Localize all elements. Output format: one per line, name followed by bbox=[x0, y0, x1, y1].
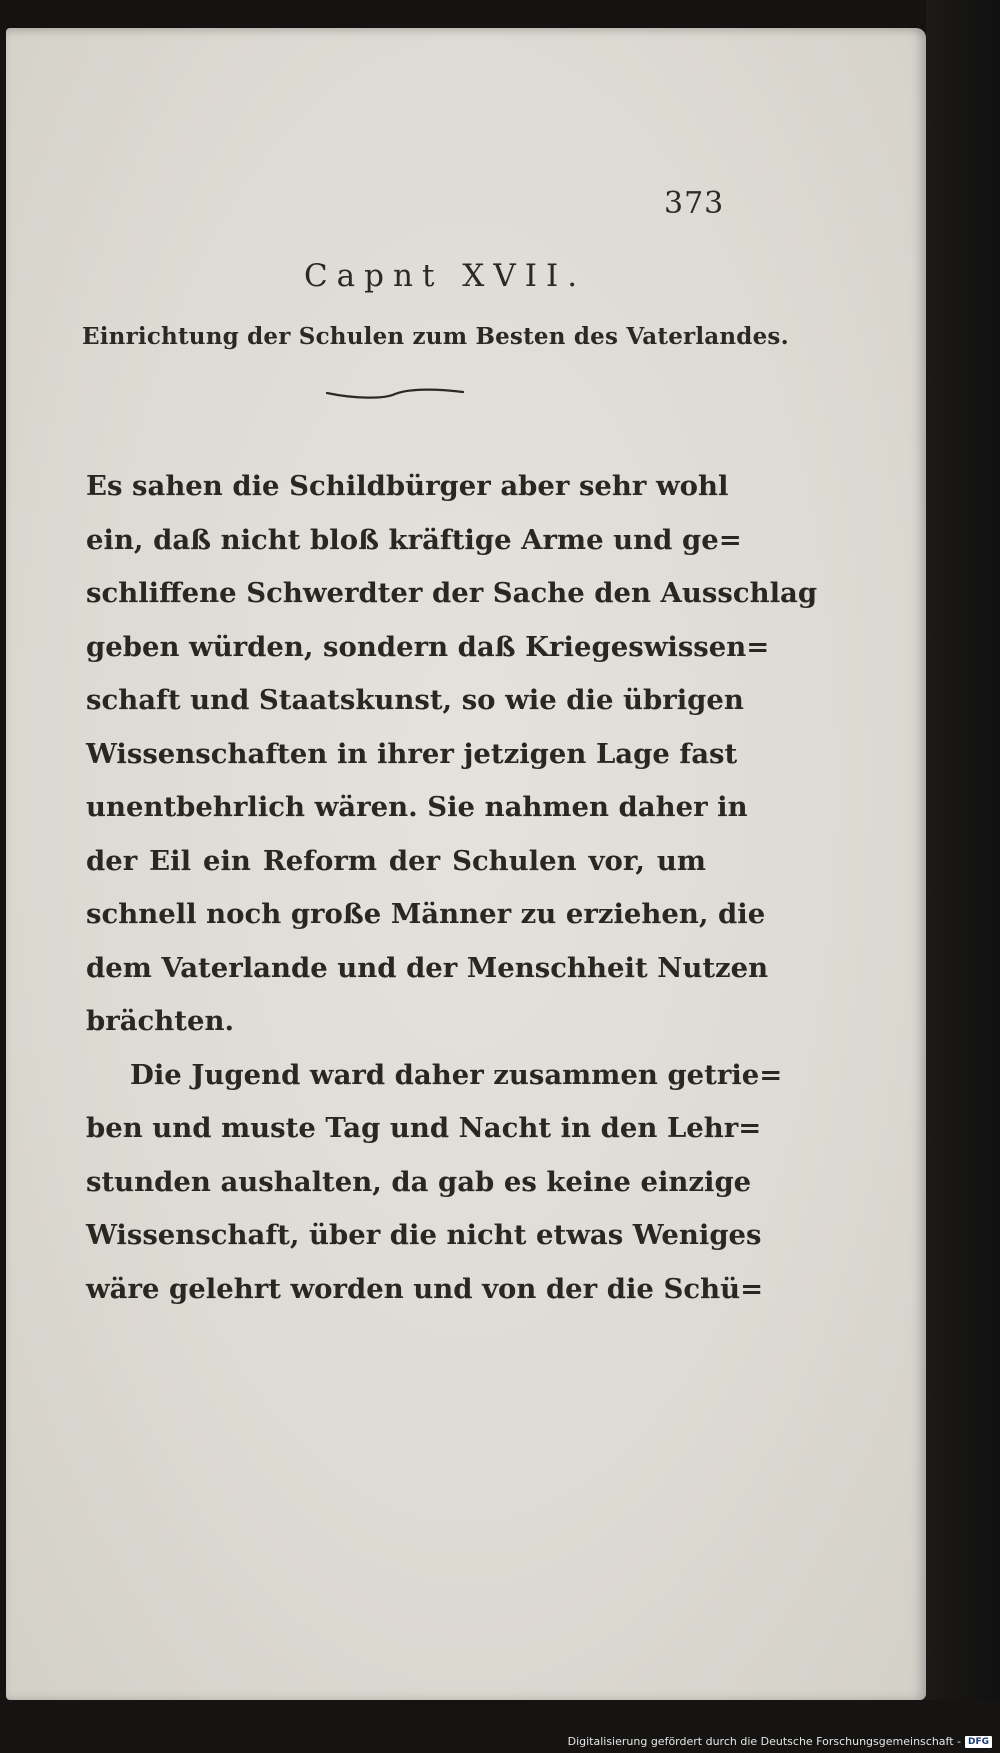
chapter-title-text: Capnt XVII. bbox=[303, 258, 587, 294]
dfg-logo-icon: DFG bbox=[965, 1736, 992, 1748]
text-line: ein, daß nicht bloß kräftige Arme und ge= bbox=[86, 523, 742, 556]
text-line: stunden aushalten, da gab es keine einzige bbox=[86, 1165, 752, 1198]
text-line: schliffene Schwerdter der Sache den Ausschlag bbox=[86, 577, 818, 609]
chapter-subtitle: Einrichtung der Schulen zum Besten des Vaterlandes. bbox=[82, 323, 789, 350]
text-line: ben und muste Tag und Nacht in den Lehr= bbox=[86, 1112, 762, 1144]
book-spine-shadow bbox=[926, 0, 1000, 1753]
footer-credit-text: Digitalisierung gefördert durch die Deutsche Forschungsgemeinschaft - bbox=[567, 1735, 961, 1748]
text-line: der Eil ein Reform der Schulen vor, um bbox=[86, 844, 706, 877]
text-line: Die Jugend ward daher zusammen getrie= bbox=[130, 1058, 783, 1091]
text-line: schnell noch große Männer zu erziehen, die bbox=[86, 898, 766, 930]
text-line: schaft und Staatskunst, so wie die übrigen bbox=[86, 684, 744, 716]
text-line: Wissenschaft, über die nicht etwas Weniges bbox=[86, 1219, 762, 1251]
text-line: Es sahen die Schildbürger aber sehr wohl bbox=[86, 470, 729, 502]
footer-credit bbox=[568, 1735, 992, 1748]
text-line: geben würden, sondern daß Kriegeswissen= bbox=[86, 630, 770, 663]
text-line: brächten. bbox=[86, 1005, 235, 1037]
body-text bbox=[86, 460, 818, 1316]
page-number: 373 bbox=[664, 186, 725, 221]
chapter-title bbox=[0, 258, 926, 294]
ornament-rule bbox=[325, 383, 465, 403]
text-line: unentbehrlich wären. Sie nahmen daher in bbox=[86, 791, 748, 823]
text-line: dem Vaterlande und der Menschheit Nutzen bbox=[86, 951, 769, 984]
text-line: wäre gelehrt worden und von der die Schü= bbox=[86, 1272, 764, 1305]
text-line: Wissenschaften in ihrer jetzigen Lage fast bbox=[86, 737, 738, 770]
